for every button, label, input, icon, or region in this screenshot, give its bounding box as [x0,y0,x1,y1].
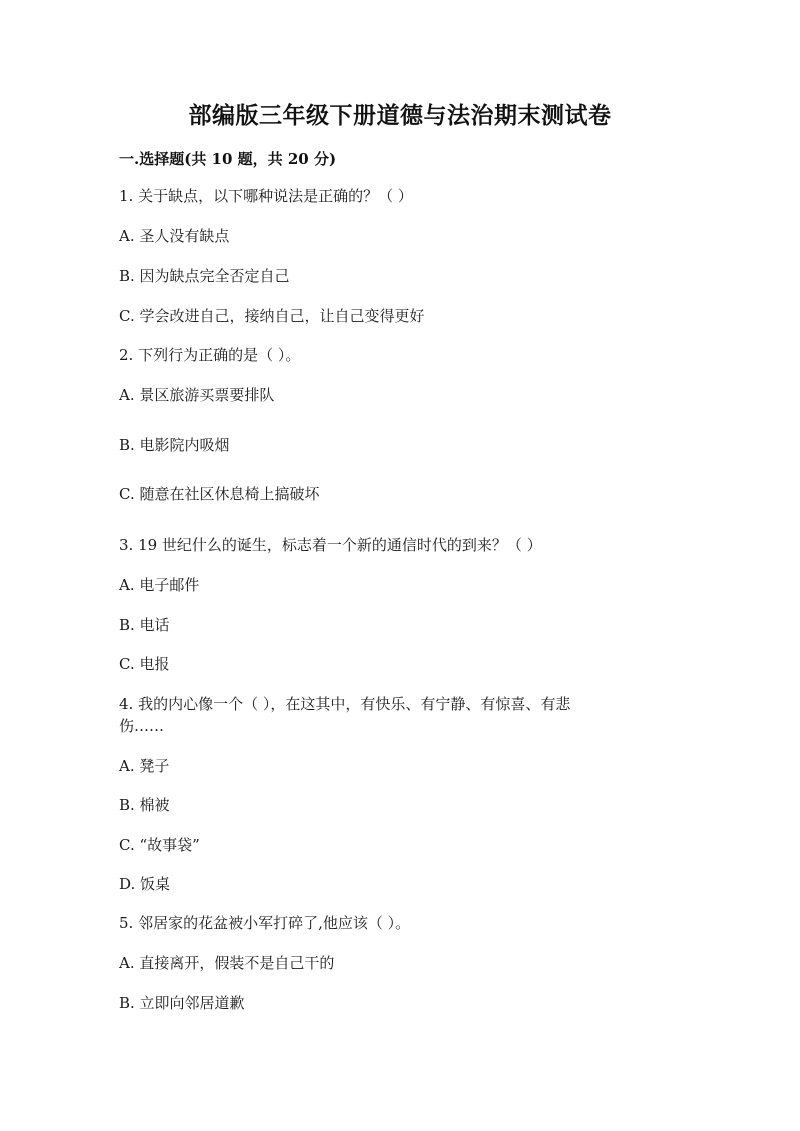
question-4-option-d: D. 饭桌 [119,875,171,893]
question-4-option-c: C. “故事袋” [119,836,200,854]
question-2-option-b: B. 电影院内吸烟 [119,436,230,454]
question-2-stem: 2. 下列行为正确的是（ ）。 [119,346,301,364]
question-5-option-b: B. 立即向邻居道歉 [119,994,245,1012]
section-heading: 一.选择题(共 10 题，共 20 分) [119,150,337,168]
question-3-option-b: B. 电话 [119,616,170,634]
question-3-stem: 3. 19 世纪什么的诞生，标志着一个新的通信时代的到来？（ ） [119,536,542,554]
question-4-stem-line-2: 伤…… [119,717,165,735]
question-4-stem-line-1: 4. 我的内心像一个（ ），在这其中，有快乐、有宁静、有惊喜、有悲 [119,695,571,713]
question-1-option-c: C. 学会改进自己，接纳自己，让自己变得更好 [119,307,425,325]
question-1-option-a: A. 圣人没有缺点 [119,227,230,245]
question-3-option-a: A. 电子邮件 [119,576,200,594]
question-1-stem: 1. 关于缺点，以下哪种说法是正确的？（ ） [119,187,413,205]
question-5-option-a: A. 直接离开，假装不是自己干的 [119,954,335,972]
question-2-option-a: A. 景区旅游买票要排队 [119,386,275,404]
question-4-option-a: A. 凳子 [119,757,170,775]
question-5-stem: 5. 邻居家的花盆被小军打碎了,他应该（ ）。 [119,914,411,932]
question-3-option-c: C. 电报 [119,655,170,673]
question-4-option-b: B. 棉被 [119,796,170,814]
page-title: 部编版三年级下册道德与法治期末测试卷 [188,102,612,129]
question-1-option-b: B. 因为缺点完全否定自己 [119,267,290,285]
question-2-option-c: C. 随意在社区休息椅上搞破坏 [119,485,320,503]
